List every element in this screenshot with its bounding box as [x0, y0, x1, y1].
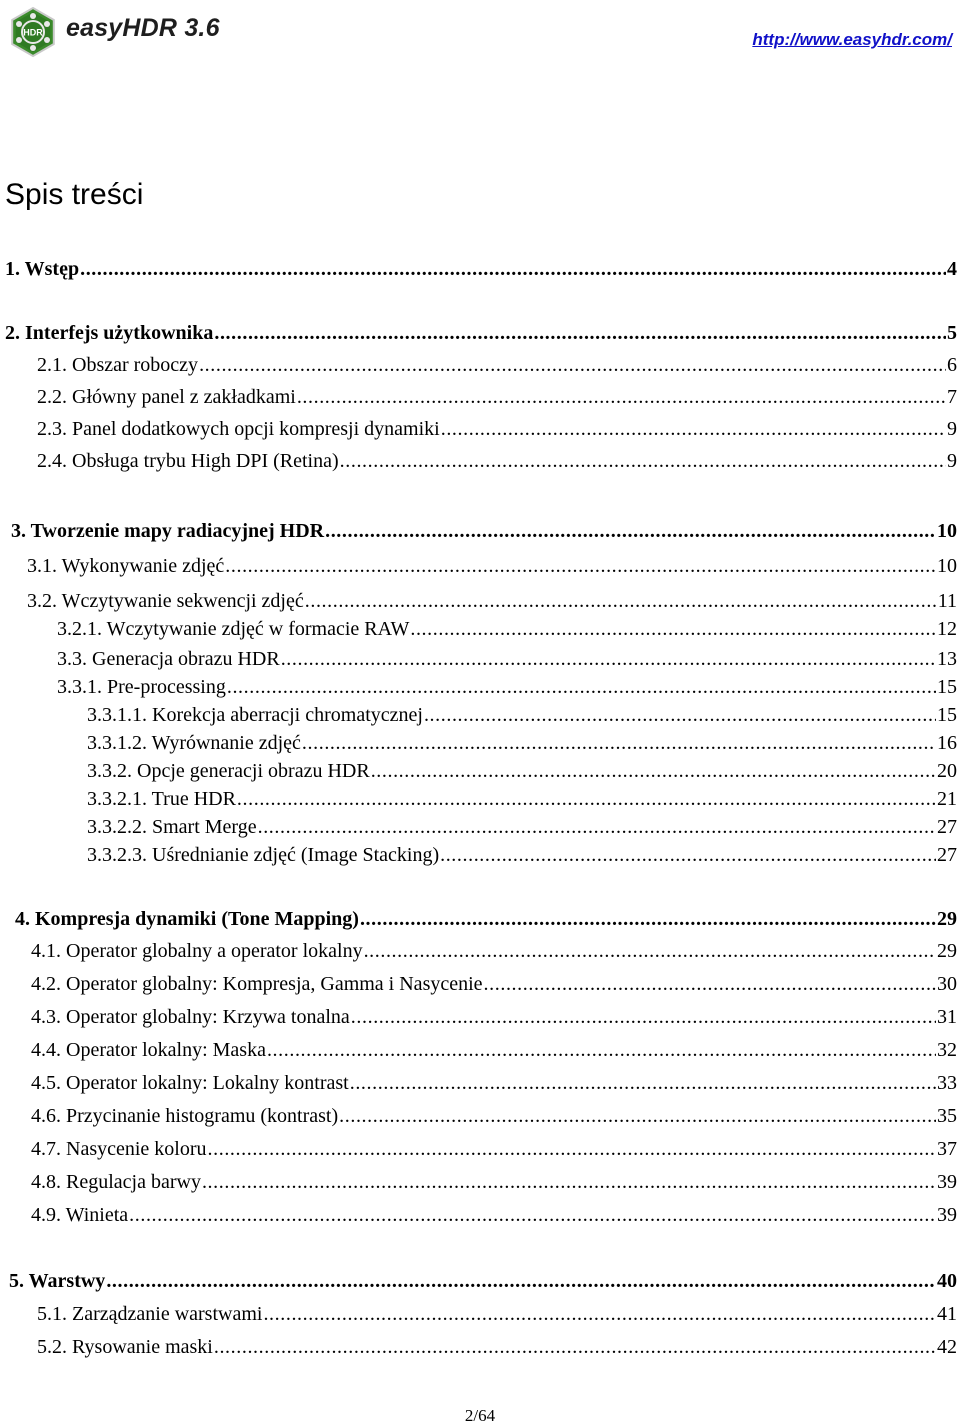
toc-dot-leader	[484, 971, 936, 997]
logo-text: HDR	[23, 27, 43, 38]
toc-title: Wyrównanie zdjęć	[151, 732, 301, 754]
toc-dot-leader	[237, 786, 936, 812]
toc-title: Pre-processing	[107, 676, 226, 698]
toc-page: 29	[937, 908, 957, 930]
toc-dot-leader	[305, 588, 937, 614]
toc-page: 9	[947, 418, 957, 440]
toc-page: 39	[937, 1204, 957, 1226]
toc-dot-leader	[441, 416, 946, 442]
toc-number: 2.3.	[37, 418, 67, 440]
toc-number: 5.1.	[37, 1303, 67, 1325]
toc-title: Przycinanie histogramu (kontrast)	[66, 1105, 339, 1127]
toc-dot-leader	[339, 1103, 936, 1129]
toc-dot-leader	[340, 448, 946, 474]
toc-dot-leader	[214, 320, 946, 346]
toc-title: Rysowanie maski	[72, 1336, 213, 1358]
toc-entry[interactable]	[57, 646, 957, 672]
toc-number: 1.	[5, 258, 20, 280]
toc-title: Generacja obrazu HDR	[92, 648, 280, 670]
toc-dot-leader	[281, 646, 936, 672]
toc-dot-leader	[267, 1037, 936, 1063]
toc-number: 3.3.1.1.	[87, 704, 147, 726]
toc-title: Interfejs użytkownika	[25, 322, 214, 344]
toc-page: 15	[937, 676, 957, 698]
toc-page: 16	[937, 732, 957, 754]
toc-title: Operator lokalny: Maska	[66, 1039, 266, 1061]
toc-entry[interactable]	[9, 1268, 957, 1294]
toc-dot-leader	[325, 518, 936, 544]
toc-title: Zarządzanie warstwami	[72, 1303, 263, 1325]
toc-page: 41	[937, 1303, 957, 1325]
toc-title: Opcje generacji obrazu HDR	[137, 760, 370, 782]
toc-title: Główny panel z zakładkami	[72, 386, 296, 408]
toc-entry[interactable]	[31, 1037, 957, 1063]
toc-number: 3.2.1.	[57, 618, 102, 640]
toc-entry[interactable]	[31, 1136, 957, 1162]
toc-dot-leader	[258, 814, 936, 840]
toc-number: 3.	[11, 520, 26, 542]
toc-dot-leader	[360, 906, 936, 932]
toc-entry[interactable]	[31, 1202, 957, 1228]
toc-entry[interactable]	[37, 352, 957, 378]
toc-number: 4.6.	[31, 1105, 61, 1127]
toc-number: 3.1.	[27, 555, 57, 577]
toc-page: 33	[937, 1072, 957, 1094]
toc-dot-leader	[199, 352, 946, 378]
toc-entry[interactable]	[11, 518, 957, 544]
toc-entry[interactable]	[27, 588, 957, 614]
toc-entry[interactable]	[37, 416, 957, 442]
toc-title: Korekcja aberracji chromatycznej	[152, 704, 423, 726]
toc-title: Operator globalny: Krzywa tonalna	[66, 1006, 350, 1028]
toc-page: 5	[947, 322, 957, 344]
toc-page: 37	[937, 1138, 957, 1160]
toc-entry[interactable]	[37, 448, 957, 474]
toc-dot-leader	[80, 256, 946, 282]
toc-dot-leader	[297, 384, 946, 410]
toc-entry[interactable]	[87, 814, 957, 840]
toc-dot-leader	[364, 938, 936, 964]
toc-page: 4	[947, 258, 957, 280]
toc-title: Smart Merge	[152, 816, 257, 838]
toc-title: Obszar roboczy	[72, 354, 199, 376]
toc-page: 20	[937, 760, 957, 782]
toc-dot-leader	[351, 1004, 936, 1030]
toc-number: 3.3.2.1.	[87, 788, 147, 810]
toc-number: 2.	[5, 322, 20, 344]
toc-dot-leader	[302, 730, 936, 756]
toc-entry[interactable]	[57, 674, 957, 700]
toc-entry[interactable]	[27, 553, 957, 579]
toc-title: Panel dodatkowych opcji kompresji dynamiki	[72, 418, 440, 440]
toc-page: 15	[937, 704, 957, 726]
toc-dot-leader	[263, 1301, 936, 1327]
toc-title: Warstwy	[28, 1270, 106, 1292]
toc-title: Operator lokalny: Lokalny kontrast	[66, 1072, 349, 1094]
toc-dot-leader	[225, 553, 936, 579]
toc-title: Obsługa trybu High DPI (Retina)	[72, 450, 339, 472]
toc-page: 27	[937, 816, 957, 838]
toc-title: Regulacja barwy	[66, 1171, 201, 1193]
toc-number: 4.5.	[31, 1072, 61, 1094]
page-number: 2/64	[464, 1406, 496, 1425]
toc-page: 9	[947, 450, 957, 472]
toc-entry[interactable]	[87, 730, 957, 756]
toc-title: Uśrednianie zdjęć (Image Stacking)	[152, 844, 440, 866]
toc-page: 32	[937, 1039, 957, 1061]
toc-entry[interactable]	[37, 384, 957, 410]
toc-title: Tworzenie mapy radiacyjnej HDR	[30, 520, 325, 542]
toc-title: Operator globalny: Kompresja, Gamma i Nasycenie	[66, 973, 483, 995]
toc-entry[interactable]	[87, 842, 957, 868]
toc-page: 13	[937, 648, 957, 670]
toc-page: 10	[937, 520, 957, 542]
toc-number: 4.3.	[31, 1006, 61, 1028]
toc-title: Wczytywanie zdjęć w formacie RAW	[106, 618, 410, 640]
toc-page: 10	[937, 555, 957, 577]
toc-entry[interactable]	[37, 1334, 957, 1360]
toc-number: 3.3.1.2.	[87, 732, 147, 754]
brand-name: easyHDR 3.6	[66, 14, 220, 42]
toc-number: 3.3.2.	[87, 760, 132, 782]
toc-dot-leader	[371, 758, 936, 784]
toc-dot-leader	[208, 1136, 936, 1162]
toc-entry[interactable]	[87, 702, 957, 728]
toc-page: 40	[937, 1270, 957, 1292]
toc-page: 31	[937, 1006, 957, 1028]
toc-number: 3.3.1.	[57, 676, 102, 698]
toc-page: 39	[937, 1171, 957, 1193]
toc-title: Wstęp	[24, 258, 80, 280]
toc-title: Wczytywanie sekwencji zdjęć	[61, 590, 304, 612]
toc-dot-leader	[440, 842, 936, 868]
toc-entry[interactable]	[37, 1301, 957, 1327]
toc-number: 4.8.	[31, 1171, 61, 1193]
toc-page: 35	[937, 1105, 957, 1127]
toc-page: 11	[937, 590, 957, 612]
toc-entry[interactable]	[15, 906, 957, 932]
toc-dot-leader	[214, 1334, 936, 1360]
toc-number: 4.9.	[31, 1204, 61, 1226]
toc-number: 2.2.	[37, 386, 67, 408]
website-link[interactable]: http://www.easyhdr.com/	[752, 30, 952, 49]
toc-number: 5.	[9, 1270, 24, 1292]
toc-dot-leader	[424, 702, 936, 728]
toc-entry[interactable]	[31, 1169, 957, 1195]
toc-entry[interactable]	[87, 786, 957, 812]
toc-entry[interactable]	[31, 971, 957, 997]
toc-entry[interactable]	[5, 256, 957, 282]
toc-entry[interactable]	[57, 616, 957, 642]
toc-number: 5.2.	[37, 1336, 67, 1358]
toc-number: 4.7.	[31, 1138, 61, 1160]
toc-page: 7	[947, 386, 957, 408]
toc-number: 4.	[15, 908, 30, 930]
toc-title: Nasycenie koloru	[66, 1138, 207, 1160]
toc-dot-leader	[350, 1070, 936, 1096]
toc-page: 30	[937, 973, 957, 995]
toc-page: 21	[937, 788, 957, 810]
toc-dot-leader	[106, 1268, 936, 1294]
toc-dot-leader	[227, 674, 936, 700]
toc-title: Winieta	[65, 1204, 129, 1226]
toc-dot-leader	[202, 1169, 936, 1195]
toc-title: True HDR	[151, 788, 236, 810]
toc-entry[interactable]	[31, 938, 957, 964]
toc-entry[interactable]	[31, 1070, 957, 1096]
toc-number: 4.2.	[31, 973, 61, 995]
toc-title: Wykonywanie zdjęć	[61, 555, 225, 577]
toc-number: 3.3.2.3.	[87, 844, 147, 866]
page-title: Spis treści	[5, 178, 144, 211]
toc-number: 3.2.	[27, 590, 57, 612]
toc-page: 6	[947, 354, 957, 376]
toc-page: 42	[937, 1336, 957, 1358]
toc-dot-leader	[410, 616, 936, 642]
toc-number: 4.4.	[31, 1039, 61, 1061]
toc-number: 4.1.	[31, 940, 61, 962]
toc-entry[interactable]	[31, 1004, 957, 1030]
toc-entry[interactable]	[87, 758, 957, 784]
toc-dot-leader	[129, 1202, 936, 1228]
toc-entry[interactable]	[5, 320, 957, 346]
toc-page: 12	[937, 618, 957, 640]
toc-number: 3.3.	[57, 648, 87, 670]
toc-entry[interactable]	[31, 1103, 957, 1129]
toc-number: 2.1.	[37, 354, 67, 376]
toc-number: 2.4.	[37, 450, 67, 472]
toc-title: Kompresja dynamiki (Tone Mapping)	[35, 908, 359, 930]
toc-number: 3.3.2.2.	[87, 816, 147, 838]
toc-title: Operator globalny a operator lokalny	[66, 940, 363, 962]
toc-page: 29	[937, 940, 957, 962]
toc-page: 27	[937, 844, 957, 866]
